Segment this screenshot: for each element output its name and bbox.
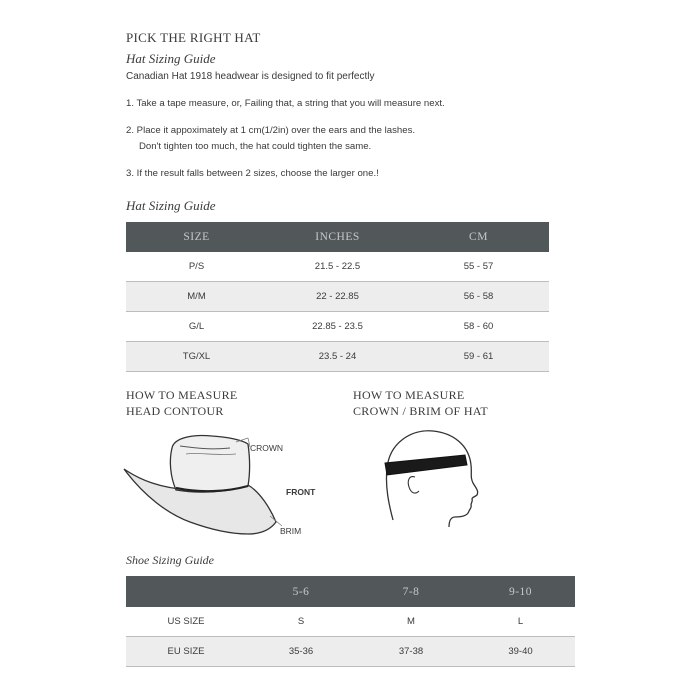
cell-cm: 56 - 58 — [408, 282, 549, 312]
cell-value: L — [466, 607, 575, 637]
cell-label: EU SIZE — [126, 637, 246, 667]
header-blank — [126, 576, 246, 607]
step-2-line-2: Don't tighten too much, the hat could tighten the same. — [139, 141, 372, 152]
cell-label: US SIZE — [126, 607, 246, 637]
table-row — [126, 252, 549, 282]
brim-label: BRIM — [280, 526, 302, 536]
header-7-8: 7-8 — [356, 576, 466, 607]
cell-size: M/M — [126, 282, 267, 312]
table-header-row — [126, 576, 575, 607]
page-title: PICK THE RIGHT HAT — [126, 30, 261, 45]
cell-size: G/L — [126, 312, 267, 342]
measure-crown-line-2: CROWN / BRIM OF HAT — [353, 404, 489, 418]
crown-label: CROWN — [250, 443, 284, 453]
header-9-10: 9-10 — [466, 576, 575, 607]
table-header-row — [126, 222, 549, 252]
measure-head-line-1: HOW TO MEASURE — [126, 388, 238, 402]
head-measure-illustration — [375, 425, 485, 530]
hat-crown-shape — [170, 436, 249, 493]
table-row — [126, 312, 549, 342]
table-row — [126, 607, 575, 637]
cell-cm: 58 - 60 — [408, 312, 549, 342]
shoe-size-table — [126, 576, 575, 667]
measure-crown-heading — [353, 387, 488, 419]
header-5-6: 5-6 — [246, 576, 356, 607]
cell-size: P/S — [126, 252, 267, 282]
cell-value: 37-38 — [356, 637, 466, 667]
cell-inches: 22.85 - 23.5 — [267, 312, 408, 342]
hat-table-heading: Hat Sizing Guide — [126, 198, 216, 213]
header-cm: CM — [408, 222, 549, 252]
head-outline — [386, 431, 477, 527]
step-1: 1. Take a tape measure, or, Failing that, a string that you will measure next. — [126, 98, 445, 109]
front-label: FRONT — [286, 487, 316, 497]
header-size: SIZE — [126, 222, 267, 252]
cell-value: 35-36 — [246, 637, 356, 667]
table-row — [126, 282, 549, 312]
table-row — [126, 342, 549, 372]
table-row — [126, 637, 575, 667]
hat-sizing-heading: Hat Sizing Guide — [126, 51, 216, 66]
cell-value: 39-40 — [466, 637, 575, 667]
step-2-line-1: 2. Place it appoximately at 1 cm(1/2in) over the ears and the lashes. — [126, 125, 416, 136]
cell-value: S — [246, 607, 356, 637]
cell-size: TG/XL — [126, 342, 267, 372]
hat-size-table — [126, 222, 549, 372]
cell-cm: 59 - 61 — [408, 342, 549, 372]
shoe-sizing-heading: Shoe Sizing Guide — [126, 553, 214, 567]
cell-inches: 23.5 - 24 — [267, 342, 408, 372]
measure-head-line-2: HEAD CONTOUR — [126, 404, 224, 418]
header-inches: INCHES — [267, 222, 408, 252]
cell-inches: 21.5 - 22.5 — [267, 252, 408, 282]
step-3: 3. If the result falls between 2 sizes, choose the larger one.! — [126, 168, 379, 179]
cell-cm: 55 - 57 — [408, 252, 549, 282]
measure-head-heading — [126, 387, 238, 419]
intro-text: Canadian Hat 1918 headwear is designed to fit perfectly — [126, 71, 375, 82]
measure-crown-line-1: HOW TO MEASURE — [353, 388, 465, 402]
cell-value: M — [356, 607, 466, 637]
step-2 — [126, 123, 415, 155]
cell-inches: 22 - 22.85 — [267, 282, 408, 312]
